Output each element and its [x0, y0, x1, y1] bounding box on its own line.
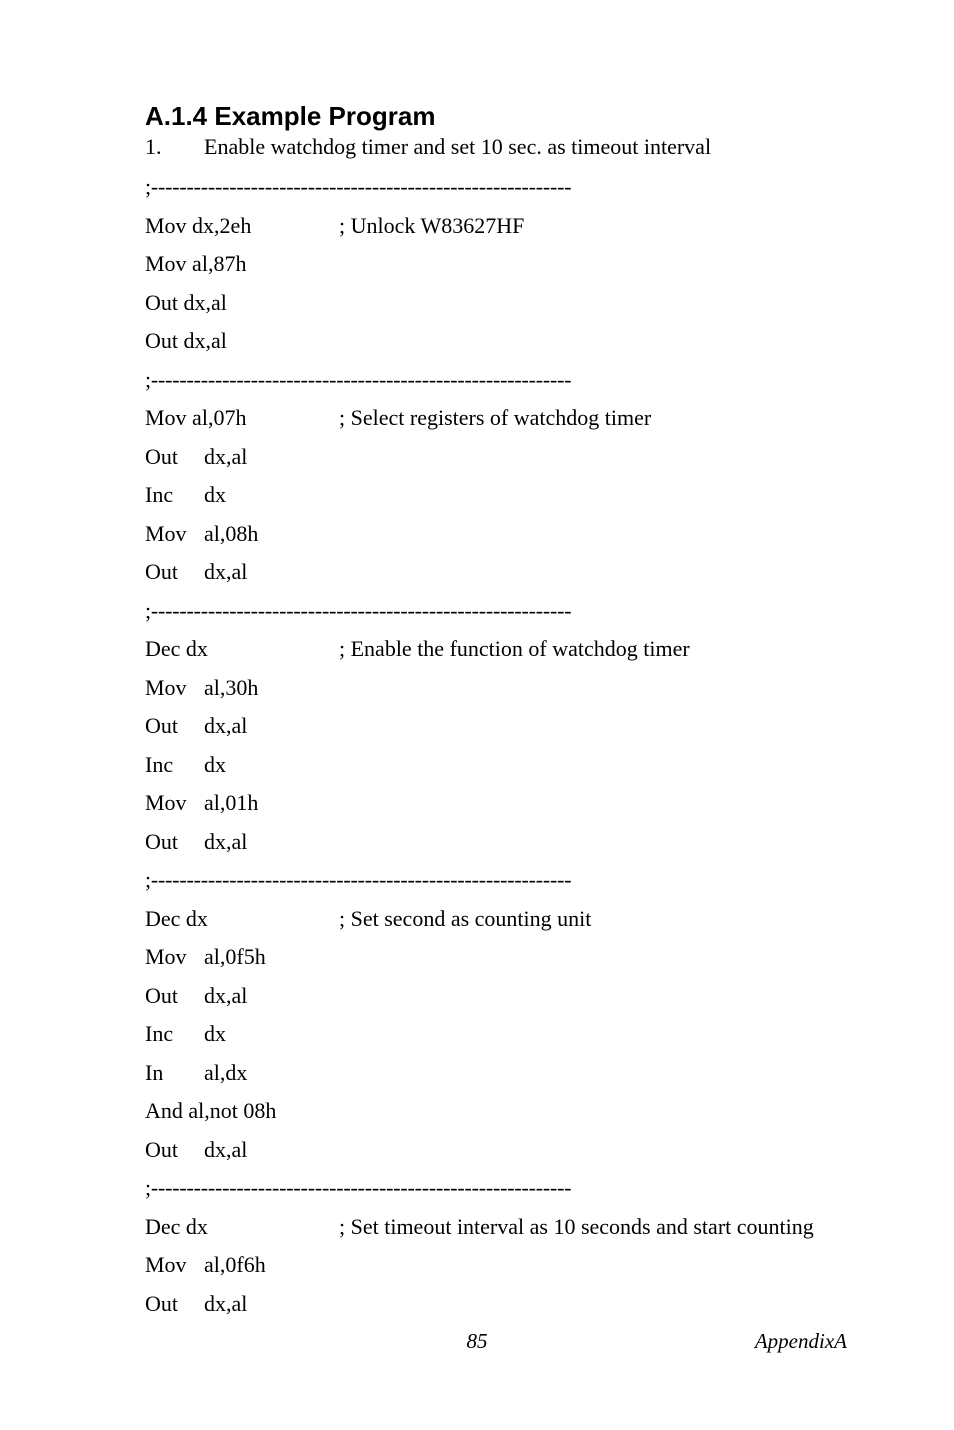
code-instruction: Dec dx	[145, 636, 208, 661]
code-operand: dx	[204, 482, 226, 507]
code-instruction: Dec dx	[145, 1213, 208, 1239]
code-comment: ; Enable the function of watchdog timer	[339, 636, 690, 661]
code-instruction: Mov	[145, 790, 187, 815]
separator-text: ;-----------------------------------------------------------	[145, 174, 572, 199]
code-instruction: And al,not 08h	[145, 1098, 277, 1123]
code-line	[145, 1285, 865, 1324]
code-operand: al,0f5h	[204, 944, 266, 969]
code-instruction: Inc	[145, 482, 174, 507]
code-instruction: Inc	[145, 1021, 174, 1046]
code-instruction: Out	[145, 982, 178, 1008]
code-operand: al,01h	[204, 790, 259, 815]
code-line	[145, 245, 865, 284]
code-instruction: Dec dx	[145, 905, 208, 931]
list-item-text: Enable watchdog timer and set 10 sec. as timeout interval	[204, 134, 712, 159]
code-line	[145, 1092, 865, 1131]
code-instruction: Out	[145, 443, 178, 469]
code-operand: dx,al	[204, 1136, 248, 1162]
code-operand: dx,al	[204, 1290, 248, 1316]
separator-text: ;-----------------------------------------------------------	[145, 1175, 572, 1200]
code-line	[145, 707, 865, 746]
code-operand: al,0f6h	[204, 1252, 266, 1277]
code-line	[145, 746, 865, 785]
code-listing	[145, 168, 865, 1323]
code-line	[145, 1015, 865, 1054]
code-line	[145, 1208, 865, 1247]
code-operand: dx,al	[204, 443, 248, 469]
code-operand: al,08h	[204, 520, 259, 546]
code-operand: dx	[204, 751, 226, 777]
code-instruction: Mov	[145, 944, 187, 969]
code-comment: ; Unlock W83627HF	[339, 212, 525, 238]
code-instruction: Out	[145, 713, 178, 738]
code-instruction: Mov al,07h	[145, 405, 247, 430]
list-number: 1.	[145, 134, 162, 159]
code-separator	[145, 1169, 865, 1208]
code-instruction: Out dx,al	[145, 328, 227, 353]
code-instruction: Out	[145, 828, 178, 854]
code-operand: dx,al	[204, 713, 248, 738]
code-instruction: Out	[145, 1136, 178, 1162]
code-line	[145, 784, 865, 823]
code-instruction: Mov al,87h	[145, 251, 247, 276]
page-number: 85	[466, 1329, 488, 1353]
code-instruction: Out	[145, 559, 178, 584]
section-heading: A.1.4 Example Program	[145, 101, 436, 131]
code-line	[145, 476, 865, 515]
code-operand: dx	[204, 1021, 226, 1046]
code-line	[145, 900, 865, 939]
code-instruction: Mov	[145, 1252, 187, 1277]
code-line	[145, 1246, 865, 1285]
code-operand: dx,al	[204, 982, 248, 1008]
code-instruction: Mov	[145, 520, 187, 546]
code-line	[145, 977, 865, 1016]
code-separator	[145, 592, 865, 631]
code-line	[145, 1131, 865, 1170]
code-line	[145, 553, 865, 592]
code-operand: dx,al	[204, 828, 248, 854]
code-operand: al,30h	[204, 674, 259, 700]
code-line	[145, 322, 865, 361]
code-line	[145, 399, 865, 438]
code-separator	[145, 168, 865, 207]
code-operand: al,dx	[204, 1059, 248, 1085]
separator-text: ;-----------------------------------------------------------	[145, 366, 572, 392]
code-separator	[145, 361, 865, 400]
footer-section-label: AppendixA	[754, 1329, 847, 1353]
code-line	[145, 630, 865, 669]
code-line	[145, 938, 865, 977]
code-line	[145, 207, 865, 246]
code-comment: ; Set second as counting unit	[339, 905, 592, 931]
code-instruction: Mov	[145, 674, 187, 700]
code-line	[145, 823, 865, 862]
code-instruction: Out	[145, 1290, 178, 1316]
code-line	[145, 1054, 865, 1093]
code-comment: ; Set timeout interval as 10 seconds and start counting	[339, 1213, 814, 1239]
code-instruction: Mov dx,2eh	[145, 212, 252, 238]
separator-text: ;-----------------------------------------------------------	[145, 867, 572, 892]
code-line	[145, 284, 865, 323]
code-comment: ; Select registers of watchdog timer	[339, 405, 652, 430]
code-instruction: Inc	[145, 751, 174, 777]
code-operand: dx,al	[204, 559, 248, 584]
code-line	[145, 669, 865, 708]
code-instruction: Out dx,al	[145, 289, 227, 315]
separator-text: ;-----------------------------------------------------------	[145, 597, 572, 623]
code-line	[145, 515, 865, 554]
code-separator	[145, 861, 865, 900]
code-instruction: In	[145, 1059, 164, 1085]
code-line	[145, 438, 865, 477]
